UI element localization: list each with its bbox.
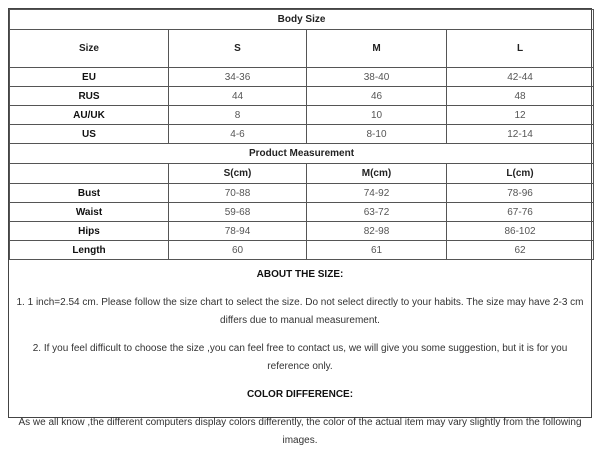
cell-value: 78-96 (447, 184, 594, 203)
header-s-cm: S(cm) (169, 164, 307, 184)
size-chart (8, 8, 592, 446)
cell-value: 12-14 (447, 125, 594, 144)
cell-value: 82-98 (307, 222, 447, 241)
header-l: L (447, 30, 594, 68)
notes-section (9, 260, 591, 450)
cell-value: 67-76 (447, 203, 594, 222)
cell-value: 62 (447, 241, 594, 260)
cell-value: 48 (447, 87, 594, 106)
row-label: Waist (10, 203, 169, 222)
color-difference-note: As we all know ,the different computers display colors differently, the color of the actual item may vary slightly from the following images. (18, 417, 582, 446)
cell-value: 8-10 (307, 125, 447, 144)
about-size-note-2: 2. If you feel difficult to choose the size ,you can feel free to contact us, we will give you some suggestion, but it is for you reference only. (32, 343, 568, 372)
header-blank (10, 164, 169, 184)
row-label: US (10, 125, 169, 144)
cell-value: 60 (169, 241, 307, 260)
cell-value: 70-88 (169, 184, 307, 203)
cell-value: 12 (447, 106, 594, 125)
size-table (9, 9, 594, 260)
table-row (10, 241, 594, 260)
header-m: M (307, 30, 447, 68)
about-size-heading: ABOUT THE SIZE: (256, 269, 344, 280)
table-row (10, 106, 594, 125)
table-row (10, 203, 594, 222)
cell-value: 42-44 (447, 68, 594, 87)
cell-value: 4-6 (169, 125, 307, 144)
cell-value: 74-92 (307, 184, 447, 203)
header-m-cm: M(cm) (307, 164, 447, 184)
cell-value: 46 (307, 87, 447, 106)
row-label: Length (10, 241, 169, 260)
cell-value: 38-40 (307, 68, 447, 87)
header-l-cm: L(cm) (447, 164, 594, 184)
table-row (10, 222, 594, 241)
cell-value: 78-94 (169, 222, 307, 241)
cell-value: 59-68 (169, 203, 307, 222)
about-size-note-1: 1. 1 inch=2.54 cm. Please follow the size chart to select the size. Do not select directly to your habits. The size may have 2-3 cm differs due to manual measurement. (16, 297, 584, 326)
header-size: Size (10, 30, 169, 68)
color-difference-heading: COLOR DIFFERENCE: (246, 389, 354, 400)
product-measurement-title: Product Measurement (10, 144, 594, 164)
cell-value: 34-36 (169, 68, 307, 87)
measurement-header-row (10, 164, 594, 184)
cell-value: 86-102 (447, 222, 594, 241)
row-label: AU/UK (10, 106, 169, 125)
row-label: Bust (10, 184, 169, 203)
row-label: EU (10, 68, 169, 87)
table-row (10, 184, 594, 203)
body-size-title: Body Size (10, 10, 594, 30)
table-row (10, 125, 594, 144)
row-label: Hips (10, 222, 169, 241)
cell-value: 8 (169, 106, 307, 125)
cell-value: 63-72 (307, 203, 447, 222)
cell-value: 44 (169, 87, 307, 106)
row-label: RUS (10, 87, 169, 106)
header-s: S (169, 30, 307, 68)
body-size-header-row (10, 30, 594, 68)
cell-value: 10 (307, 106, 447, 125)
cell-value: 61 (307, 241, 447, 260)
table-row (10, 68, 594, 87)
table-row (10, 87, 594, 106)
